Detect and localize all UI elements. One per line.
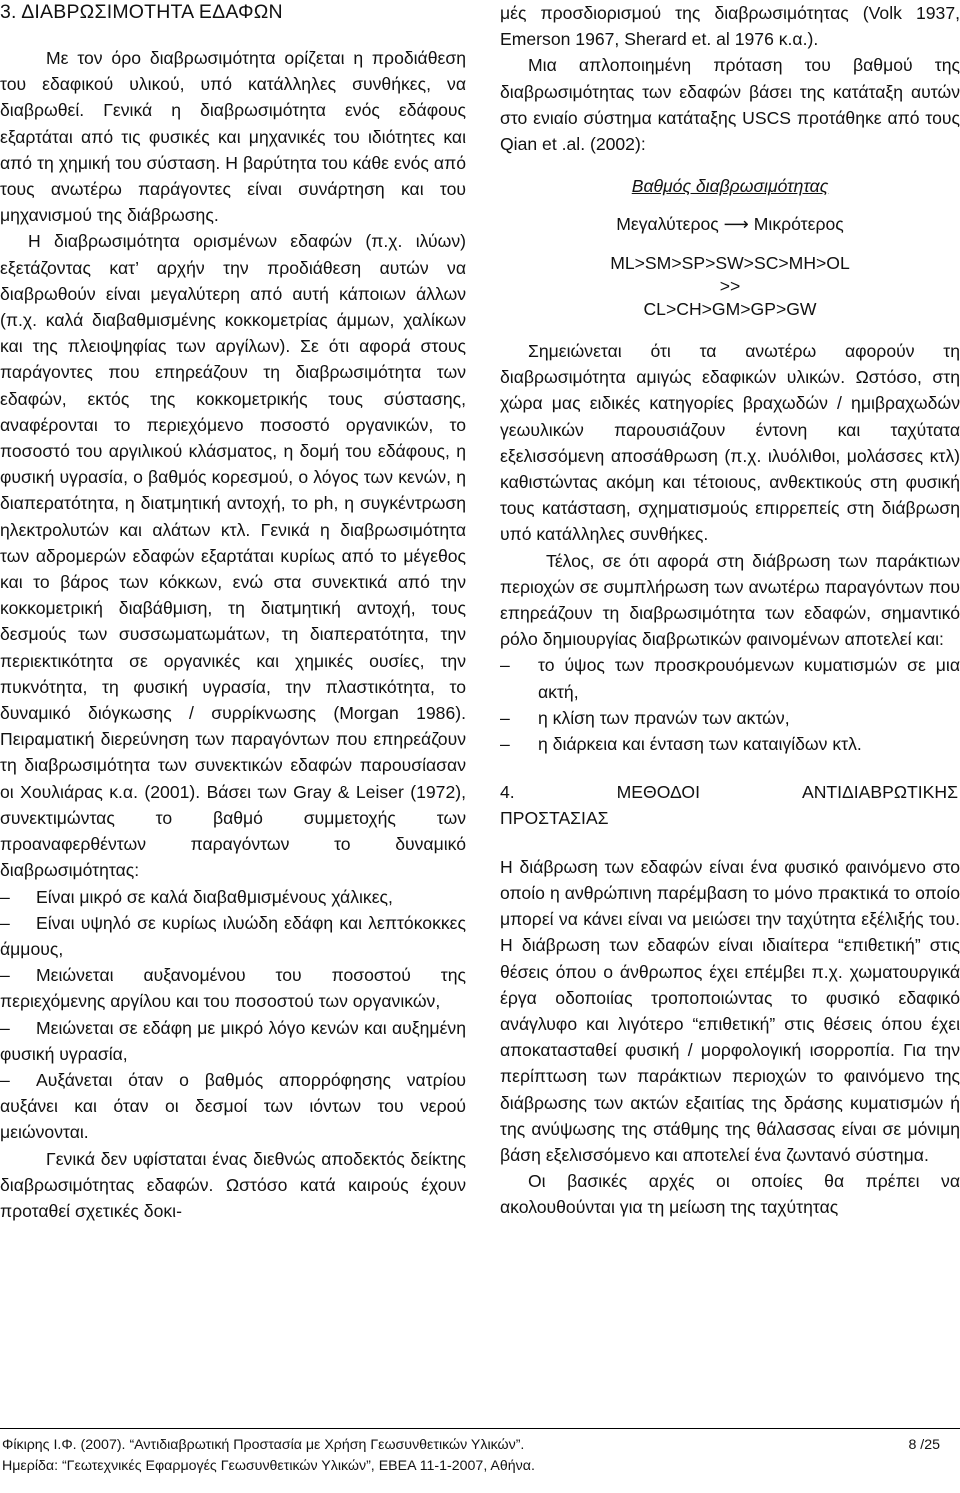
paragraph: Η διάβρωση των εδαφών είναι ένα φυσικό φαινόμενο στο οποίο η ανθρώπινη παρέμβαση το μόνο πρακτικά το οποίο μπορεί να κάνει είναι να μειώσει την ταχύτητα εξέλιξής του. Η διάβρωση των εδαφών είναι ιδιαίτερα “επιθετική” στις θέσεις όπου ο άνθρωπος έχει επέμβει π.χ. χωματουργικά έργα οδοποιίας τροποποιώντας το φυσικό εδαφικό ανάγλυφο και λιγότερο “επιθετική” στις θέσεις όπου έχει αποκατασταθεί φυσική / μορφολογική ισορροπία. Για την περίπτωση των παράκτιων περιοχών το φαινόμενο της διάβρωσης των ακτών εξαιτίας της δράσης κυματισμών ή της ανύψωσης της στάθμης της θάλασσας είναι σε μόνιμη βάση εξελισσόμενο και αποτελεί ένα ζωντανό σύστημα. xyxy=(500,856,960,1165)
erodibility-scale-title: Βαθμός διαβρωσιμότητας xyxy=(631,176,829,197)
list-item xyxy=(500,705,960,731)
section-3-heading: 3. ΔΙΑΒΡΩΣΙΜΟΤΗΤΑ ΕΔΑΦΩΝ xyxy=(0,1,283,23)
dash-bullet: – xyxy=(0,886,10,907)
erodibility-scale-direction: Μεγαλύτερος ⟶ Μικρότερος xyxy=(616,214,844,235)
section-4-heading xyxy=(500,779,960,831)
section-4-word: ΜΕΘΟΔΟΙ xyxy=(616,782,700,803)
list-item xyxy=(0,962,466,1014)
list-item xyxy=(0,1015,466,1067)
footer-citation: Φίκιρης Ι.Φ. (2007). “Αντιδιαβρωτική Προστασία με Χρήση Γεωσυνθετικών Υλικών”. xyxy=(2,1437,525,1453)
uscs-scale-separator: >> xyxy=(719,275,741,296)
paragraph: Μια απλοποιημένη πρόταση του βαθμού της διαβρωσιμότητας των εδαφών βάσει της κατάταξη αυτών στο ενιαίο σύστημα κατάταξης USCS προτάθηκε από τους Qian et .al. (2002): xyxy=(500,55,960,155)
section-4-number: 4. xyxy=(500,782,515,803)
paragraph: Γενικά δεν υφίσταται ένας διεθνώς αποδεκτός δείκτης διαβρωσιμότητας εδαφών. Ωστόσο κατά καιρούς έχουν προταθεί σχετικές δοκι- xyxy=(0,1148,466,1221)
list-item-text: Αυξάνεται όταν ο βαθμός απορρόφησης νατρίου αυξάνει και όταν οι δεσμοί των ιόντων του νερού μειώνονται. xyxy=(0,1069,466,1143)
dash-bullet: – xyxy=(500,655,510,676)
list-item-text: η διάρκεια και ένταση των καταιγίδων κτλ. xyxy=(538,734,862,755)
list-item xyxy=(0,910,466,962)
paragraph: Η διαβρωσιμότητα ορισμένων εδαφών (π.χ. ιλύων) εξετάζοντας κατ’ αρχήν την προδιάθεση αυτών να διαβρωθούν είναι μεγαλύτερη από αυτή κάποιων άλλων (π.χ. καλά διαβαθμισμένης κοκκομετρίας άμμων, χαλίκων και της πλειοψηφίας των αργίλων). Σε ότι αφορά στους παράγοντες που επηρεάζουν τη διαβρωσιμότητα των εδαφών, εκτός της κοκκομετρικής τους σύστασης, αναφέρονται το περιεχόμενο ποσοστό οργανικών, το ποσοστό του αργιλικού κλάσματος, η δομή του εδάφους, η φυσική υγρασία, ο βαθμός κορεσμού, ο λόγος των κενών, η διαπερατότητα, η διατμητική αντοχή, το ph, η συγκέντρωση ηλεκτρολυτών και αλάτων κτλ. Γενικά η διαβρωσιμότητα των αδρομερών εδαφών εξαρτάται κυρίως από το μέγεθος και το βάρος των κόκκων, ενώ στα συνεκτικά από την κοκκομετρική διαβάθμιση, τη διατμητική αντοχή, τους δεσμούς των συσσωματωμάτων, τη διαπερατότητα, την περιεκτικότητα σε οργανικές και χημικές ουσίες, την πυκνότητα, τη φυσική υγρασία, την πλαστικότητα, το δυναμικό διόγκωσης / συρρίκνωσης (Morgan 1986). Πειραματική διερεύνηση των παραγόντων που επηρεάζουν τη διαβρωσιμότητα των συνεκτικών εδαφών παρουσίασαν οι Χουλιάρας κ.α. (2001). Βάσει των Gray & Leiser (1972), συνεκτιμώντας το βαθμό συμμετοχής των προαναφερθέντων παραγόντων το δυναμικό διαβρωσιμότητας: xyxy=(0,231,466,881)
list-item-text: το ύψος των προσκρουόμενων κυματισμών σε μια ακτή, xyxy=(538,655,960,702)
list-item-text: Μειώνεται σε εδάφη με μικρό λόγο κενών και αυξημένη φυσική υγρασία, xyxy=(0,1017,466,1064)
paragraph: Τέλος, σε ότι αφορά στη διάβρωση των παράκτιων περιοχών σε συμπλήρωση των ανωτέρω παραγόντων που επηρεάζουν τη διαβρωσιμότητα των εδαφών, σημαντικό ρόλο δημιουργίας διαβρωτικών φαινομένων αποτελεί και: xyxy=(500,550,960,650)
uscs-scale-line-1: ML>SM>SP>SW>SC>MH>OL xyxy=(610,252,850,273)
list-item xyxy=(0,1067,466,1146)
list-item xyxy=(0,884,466,910)
dash-bullet: – xyxy=(500,707,510,728)
left-column xyxy=(0,0,466,1224)
page-footer xyxy=(0,1428,960,1477)
list-item xyxy=(500,731,960,757)
list-item-text: Είναι υψηλό σε κυρίως ιλυώδη εδάφη και λεπτόκοκκες άμμους, xyxy=(0,912,466,959)
page-number: 8 /25 xyxy=(908,1437,940,1453)
dash-bullet: – xyxy=(500,734,510,755)
list-item-text: η κλίση των πρανών των ακτών, xyxy=(538,707,790,728)
paragraph: Σημειώνεται ότι τα ανωτέρω αφορούν τη διαβρωσιμότητα αμιγώς εδαφικών υλικών. Ωστόσο, στη χώρα μας ειδικές κατηγορίες βραχωδών / ημιβραχωδών γεωυλικών παρουσιάζουν έντονη και ταχύτατα εξελισσόμενη αποσάθρωση (π.χ. ιλυόλιθοι, μολάσσες κτλ) καθιστώντας ακόμη και τέτοιους, ανθεκτικούς στη φυσική τους κατάσταση, σχηματισμούς επιρρεπείς στη διάβρωση υπό κατάλληλες συνθήκες. xyxy=(500,341,960,545)
paragraph: μές προσδιορισμού της διαβρωσιμότητας (Volk 1937, Emerson 1967, Sherard et. al 1976 κ.α.). xyxy=(500,3,960,50)
right-column xyxy=(500,0,960,1221)
list-item-text: Είναι μικρό σε καλά διαβαθμισμένους χάλικες, xyxy=(36,886,393,907)
paragraph: Οι βασικές αρχές οι οποίες θα πρέπει να ακολουθούνται για τη μείωση της ταχύτητας xyxy=(500,1171,960,1218)
uscs-scale-line-2: CL>CH>GM>GP>GW xyxy=(643,298,817,319)
dash-bullet: – xyxy=(0,965,10,986)
list-item-text: Μειώνεται αυξανομένου του ποσοστού της περιεχόμενης αργίλου και του ποσοστού των οργανικών, xyxy=(0,965,466,1012)
section-4-word: ΑΝΤΙΔΙΑΒΡΩΤΙΚΗΣ xyxy=(801,782,958,803)
coastal-factors-list xyxy=(500,652,960,757)
section-4-word: ΠΡΟΣΤΑΣΙΑΣ xyxy=(500,808,609,829)
dash-bullet: – xyxy=(0,1069,10,1090)
paragraph: Με τον όρο διαβρωσιμότητα ορίζεται η προδιάθεση του εδαφικού υλικού, υπό κατάλληλες συνθήκες, να διαβρωθεί. Γενικά η διαβρωσιμότητα ενός εδάφους εξαρτάται από τις φυσικές και μηχανικές του ιδιότητες και από τη χημική του σύσταση. Η βαρύτητα του κάθε ενός από τους ανωτέρω παράγοντες είναι συνάρτηση και του μηχανισμού της διάβρωσης. xyxy=(0,48,466,226)
dash-bullet: – xyxy=(0,1017,10,1038)
dash-bullet: – xyxy=(0,912,10,933)
list-item xyxy=(500,652,960,704)
footer-event: Ημερίδα: “Γεωτεχνικές Εφαρμογές Γεωσυνθετικών Υλικών”, ΕΒΕΑ 11-1-2007, Αθήνα. xyxy=(2,1458,535,1474)
erodibility-list xyxy=(0,884,466,1146)
